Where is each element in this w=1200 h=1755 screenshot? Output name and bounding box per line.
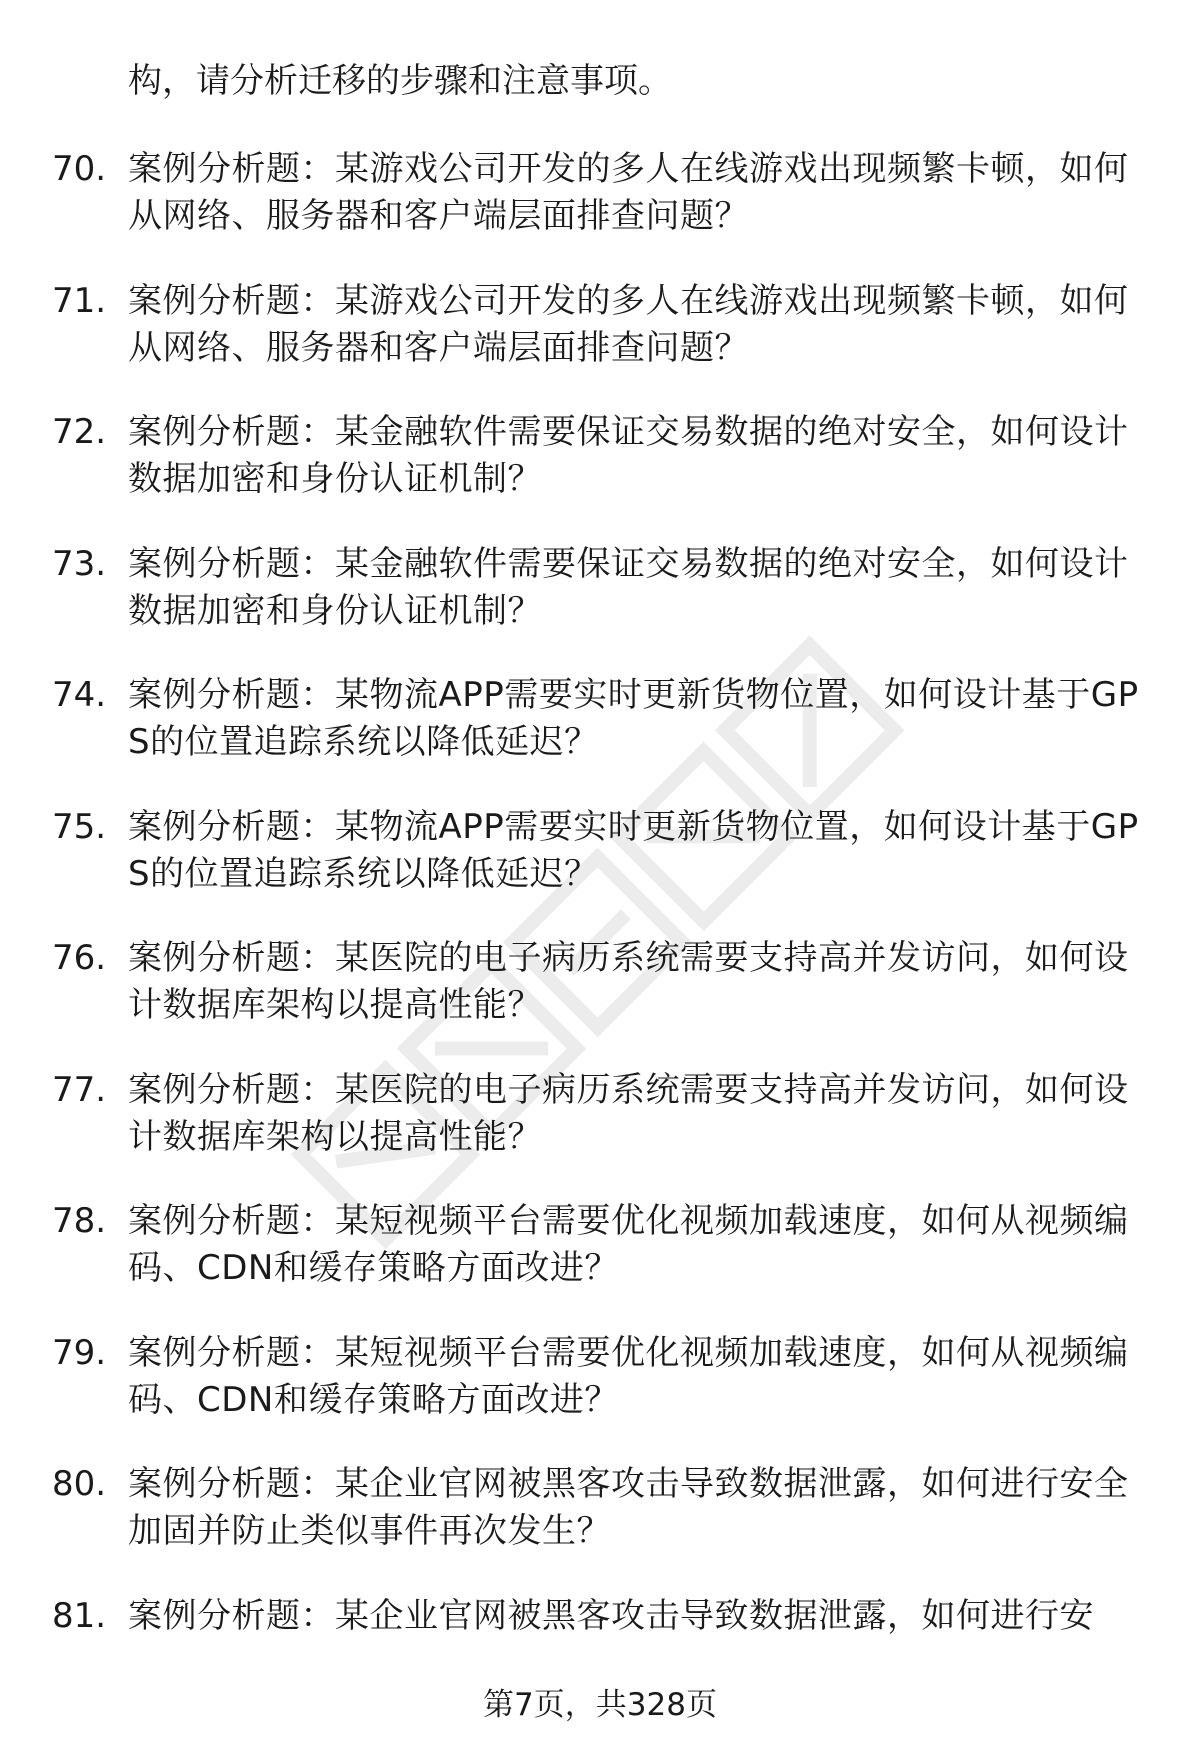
question-text: 案例分析题：某医院的电子病历系统需要支持高并发访问，如何设计数据库架构以提高性能？ — [128, 1069, 1129, 1157]
question-item — [0, 1067, 1200, 1199]
question-text: 案例分析题：某企业官网被黑客攻击导致数据泄露，如何进行安 — [128, 1595, 1094, 1636]
question-text: 案例分析题：某医院的电子病历系统需要支持高并发访问，如何设计数据库架构以提高性能？ — [128, 938, 1129, 1025]
question-number: 81. — [52, 1595, 107, 1636]
page-number-footer: 第7页，共328页 — [483, 1687, 717, 1723]
question-number: 70. — [52, 149, 107, 189]
question-text: 案例分析题：某金融软件需要保证交易数据的绝对安全，如何设计数据加密和身份认证机制？ — [128, 412, 1129, 499]
question-number: 73. — [52, 543, 107, 584]
question-list — [0, 146, 1200, 1724]
question-text: 案例分析题：某游戏公司开发的多人在线游戏出现频繁卡顿，如何从网络、服务器和客户端层面排查问题？ — [128, 149, 1129, 236]
question-item — [0, 1198, 1200, 1330]
question-text: 案例分析题：某物流APP需要实时更新货物位置，如何设计基于GPS的位置追踪系统以降低延迟？ — [128, 675, 1139, 762]
question-item — [0, 804, 1200, 936]
question-item — [0, 672, 1200, 804]
question-item — [0, 935, 1200, 1067]
question-item — [0, 278, 1200, 410]
question-number: 80. — [52, 1464, 107, 1504]
question-text: 案例分析题：某物流APP需要实时更新货物位置，如何设计基于GPS的位置追踪系统以降低延迟？ — [128, 806, 1139, 894]
question-text: 案例分析题：某企业官网被黑客攻击导致数据泄露，如何进行安全加固并防止类似事件再次发生？ — [128, 1464, 1129, 1551]
question-number: 76. — [52, 938, 107, 978]
question-number: 77. — [52, 1069, 107, 1110]
question-number: 78. — [52, 1201, 107, 1241]
question-text: 案例分析题：某游戏公司开发的多人在线游戏出现频繁卡顿，如何从网络、服务器和客户端层面排查问题？ — [128, 280, 1129, 368]
question-text: 案例分析题：某金融软件需要保证交易数据的绝对安全，如何设计数据加密和身份认证机制？ — [128, 543, 1129, 631]
question-item — [0, 146, 1200, 278]
question-number: 71. — [52, 280, 107, 321]
question-number: 75. — [52, 806, 107, 847]
question-item — [0, 1461, 1200, 1593]
question-text: 案例分析题：某短视频平台需要优化视频加载速度，如何从视频编码、CDN和缓存策略方面改进？ — [128, 1201, 1129, 1288]
question-number: 79. — [52, 1332, 107, 1373]
question-item — [0, 409, 1200, 541]
question-text: 案例分析题：某短视频平台需要优化视频加载速度，如何从视频编码、CDN和缓存策略方面改进？ — [128, 1332, 1129, 1420]
question-number: 72. — [52, 412, 107, 452]
continuation-text: 构，请分析迁移的步骤和注意事项。 — [128, 61, 672, 101]
question-item — [0, 541, 1200, 673]
question-number: 74. — [52, 675, 107, 715]
question-item — [0, 1330, 1200, 1462]
